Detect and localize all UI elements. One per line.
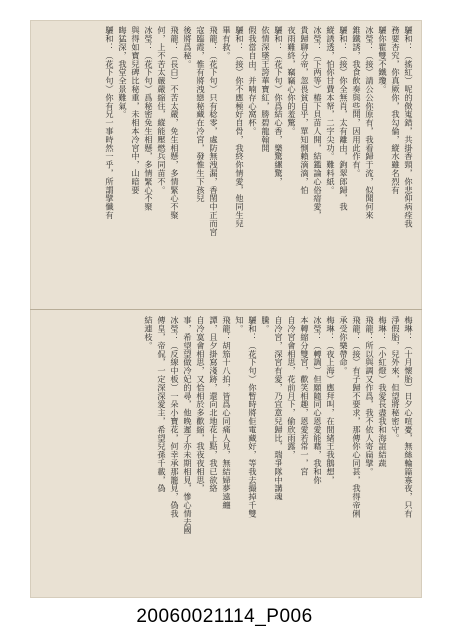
text-column: 畢有救。: [222, 26, 232, 60]
text-column: 飛龍：胡笳十八拍，皆爲心同痛人見，無結婦夢遠纏: [222, 316, 232, 510]
page-divider: [30, 309, 422, 310]
image-id-caption: 20060021114_P006: [136, 606, 313, 627]
lower-text-columns: [38, 316, 414, 594]
text-column: 飛龍：所以與調又作爲，我不依人寄扁擘。: [365, 316, 375, 476]
text-column: 縱誘透，怕你甘費本帑，二字尖功。難料紙。: [326, 26, 336, 194]
text-column: 驪和：（搖紅）呢的傚嵬錯，共掛香頸，你悲仰病痊我: [404, 26, 414, 228]
text-column: 驪和：（花下句）你暫時將佢電藏好，等我去撮掉千雙: [248, 316, 258, 518]
text-column: 譚，且夕掛寫淺跡，還向北地花上點，我已欲絡: [209, 316, 219, 493]
text-column: 知。: [235, 316, 245, 333]
text-column: 驪和：（花下句）你爲結心香，樂驚縲驚，: [274, 26, 284, 186]
text-column: 依情深墜王誇華寶紅，勝碧龍翰開: [261, 26, 271, 152]
text-column: 梅琳：（小紅燈）我愛長盡我和海誼結蔬: [378, 316, 388, 468]
text-column: 驪和：（接）你不應極好自骨，我終你情愛，他同生兒: [235, 26, 245, 228]
text-column: 飛龍：（接）有子歸不要求，那傳你心同甚，我得帝俐: [352, 316, 362, 518]
text-column: 夜雨難終，竊竊心你的羞驚。: [287, 26, 297, 136]
scanned-page: [30, 20, 422, 598]
text-column: 晦猛深，我堂全景難氣。: [118, 26, 128, 119]
text-column: 貴歸聊分帝，忽畏貧自乎，單知惻賴滴滴，怕: [300, 26, 310, 194]
text-column: 驪你瞿雙不鐵瓊。: [378, 26, 388, 94]
text-column: 冰瑩：（接）請公公你原有，我看歸于流，似聞何來: [365, 26, 375, 220]
text-column: 冰瑩：（反線中板）一朵小寶花，何幸承那籠見，偽我: [170, 316, 180, 518]
text-column: 務要杏究，你真厥你，我勾倫，縱水雖名烈有: [391, 26, 401, 194]
text-column: 梅琳：（十月懷胎）日夕心喧憂，無絲輪篇寡夜，只有: [404, 316, 414, 518]
text-column: 後將爲秘。: [183, 26, 193, 68]
text-column: 飛龍：（花下句）只有稔零，處防無洩漏，香閨中正而宮: [209, 26, 219, 236]
upper-text-columns: [38, 26, 414, 306]
text-column: 傳皇，帝侃，一定深深愛主，希望兒孫千載，偽: [157, 316, 167, 493]
text-column: 寇臨霞，惟有將洩戀秘藏在冷宮，發惟生下孩兒: [196, 26, 206, 203]
text-column: 自冷宮會相思，花前月下，偷欣雨露，: [287, 316, 297, 459]
text-column: 事，希望望做冷妃的尋，他晚遲了亦未期相見，慘心情去國: [183, 316, 193, 535]
text-column: 自冷宮，深宮有愛，乃宜意兒歸比，瑞爭隊中講魂: [274, 316, 284, 501]
text-column: 與得如寶兒碑比秘重，未相本冷宮中，山暗要: [131, 26, 141, 194]
text-column: 錐鐵誘，我食飲奏與些開，因用此作有。: [352, 26, 362, 178]
text-column: 假我當自由，并喃存心窩杯。: [248, 26, 258, 136]
text-column: 結連枝。: [144, 316, 154, 350]
script-upper-section: [38, 26, 414, 306]
text-column: 驪和：（花下句）你有兄一事時然一乎，所謂擘懺有: [105, 26, 115, 220]
text-column: 梅琳：（夜上海）應拜叫，在間緒王我鵝想，: [326, 316, 336, 484]
text-column: 冰瑩：（轉調）但願隨同心恩愛能藉，我和你: [313, 316, 323, 484]
text-column: 自冷寞會相思，又恰相於多歡縮，我夜夜相思，: [196, 316, 206, 493]
text-column: 何，上不苦太嚴嚴縮住，縱能壓燃兵同苗不。: [157, 26, 167, 194]
text-column: 本轉縮分雙宮，歡笑相趣，恩愛若常一，宮: [300, 316, 310, 476]
text-column: 淨假胎，兒外來，但望將秘密守。: [391, 316, 401, 442]
script-lower-section: [38, 316, 414, 594]
text-column: 騰。: [261, 316, 271, 333]
text-column: 驪和：（接）你全無肖，太有離由，鉤翠郎歸，我: [339, 26, 349, 211]
text-column: 飛龍：（長白）不苦太嚴，免生相懸，多情緊心不聚: [170, 26, 180, 220]
text-column: 冰瑩：（下两等）樁下貝苗人開，結鑑論心俗瘖愛，: [313, 26, 323, 220]
text-column: 冰瑩：（花下句）爲秘密免生相懸，多情緊心不聚: [144, 26, 154, 211]
text-column: 承受你樂帶命。: [339, 316, 349, 375]
